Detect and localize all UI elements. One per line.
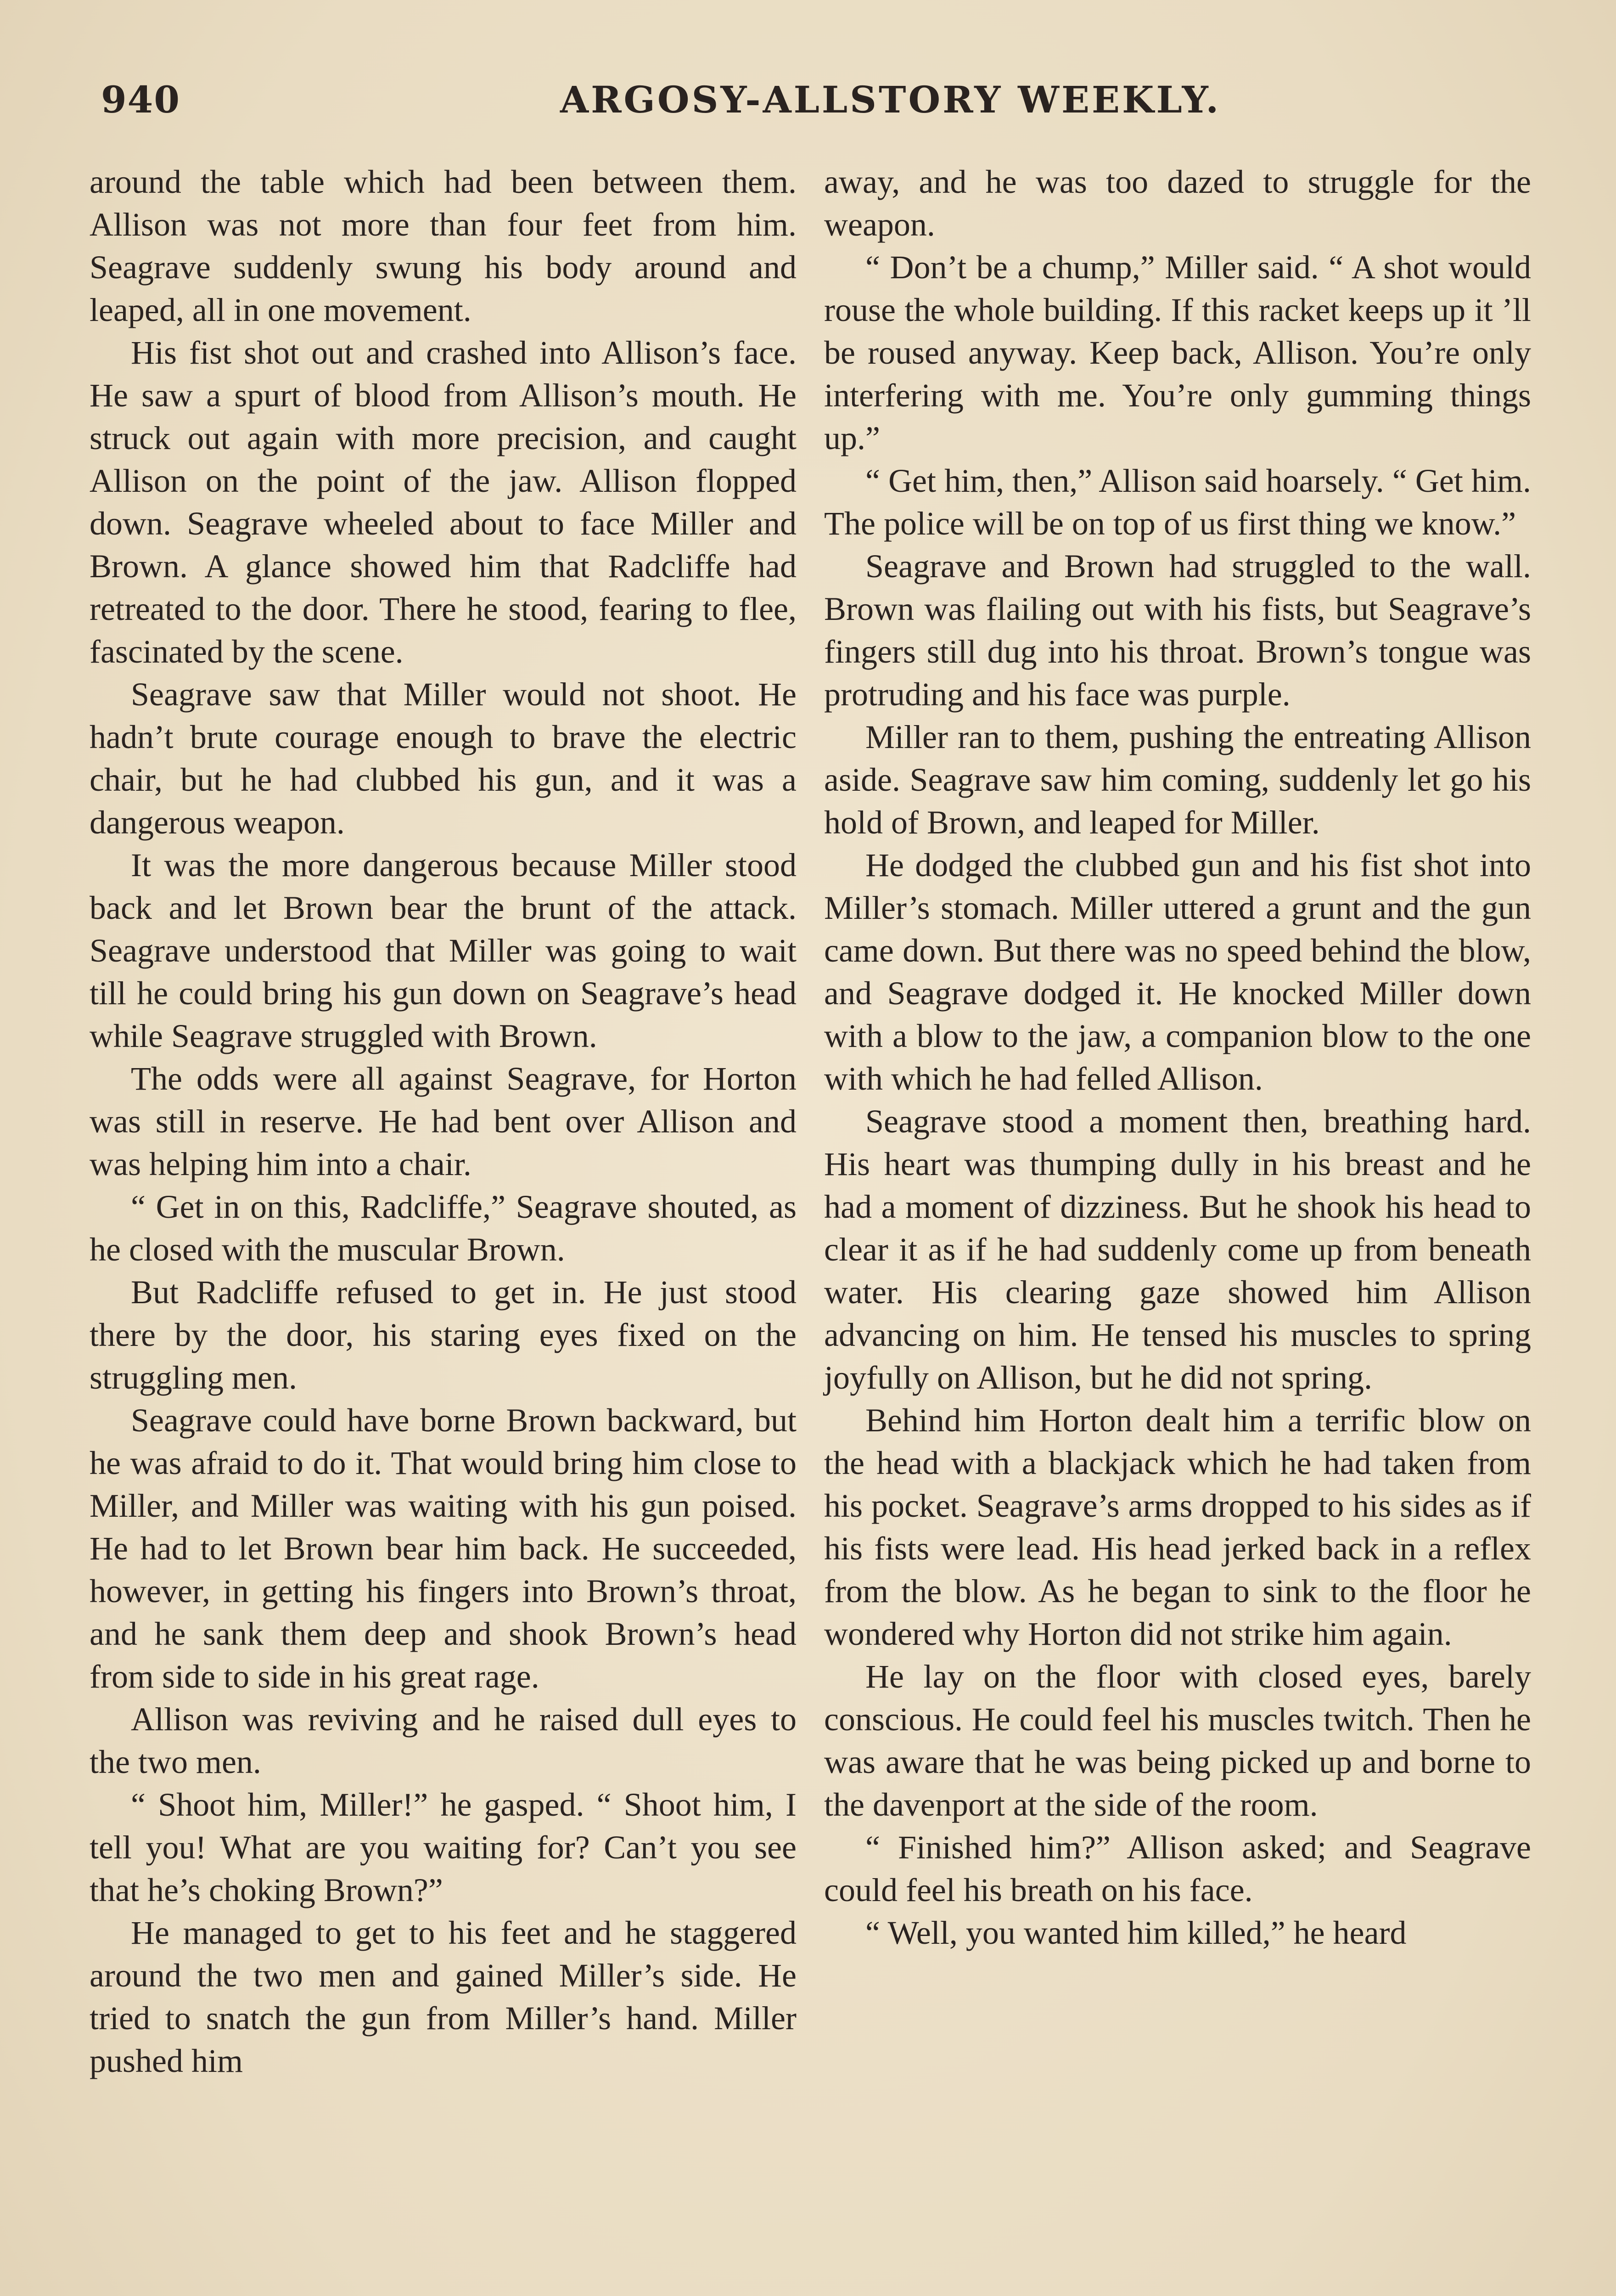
paragraph: It was the more dangerous because Miller stood back and let Brown bear the brunt of the attack. Seagrave understood that Miller was going to wait till he could bring his gun down on Seagrave’s head while Seagrave struggled with Brown. [90,847,797,1054]
paragraph: “ Get him, then,” Allison said hoarsely. “ Get him. The police will be on top of us first thing we know.” [824,462,1531,542]
paragraph: “ Don’t be a chump,” Miller said. “ A shot would rouse the whole building. If this racket keeps up it ’ll be roused anyway. Keep back, Allison. You’re only interfering with me. You’re only gumming things up.” [824,249,1531,456]
paragraph: His fist shot out and crashed into Allison’s face. He saw a spurt of blood from Allison’s mouth. He struck out again with more precision, and caught Allison on the point of the jaw. Allison flopped down. Seagrave wheeled about to face Miller and Brown. A glance showed him that Radcliffe had retreated to the door. There he stood, fearing to flee, fascinated by the scene. [90,334,797,670]
paragraph: Seagrave could have borne Brown backward, but he was afraid to do it. That would bring him close to Miller, and Miller was waiting with his gun poised. He had to let Brown bear him back. He succeeded, however, in getting his fingers into Brown’s throat, and he sank them deep and shook Brown’s head from side to side in his great rage. [90,1402,797,1695]
paragraph: He lay on the floor with closed eyes, barely conscious. He could feel his muscles twitch. Then he was aware that he was being picked up and borne to the davenport at the side of the room. [824,1658,1531,1823]
paragraph: around the table which had been between them. Allison was not more than four feet from him. Seagrave suddenly swung his body around and leaped, all in one movement. [90,163,797,328]
paragraph: The odds were all against Seagrave, for Horton was still in reserve. He had bent over Allison and was helping him into a chair. [90,1060,797,1182]
paragraph: Seagrave stood a moment then, breathing hard. His heart was thumping dully in his breast and he had a moment of dizziness. But he shook his head to clear it as if he had suddenly come up from beneath water. His clearing gaze showed him Allison advancing on him. He tensed his muscles to spring joyfully on Allison, but he did not spring. [824,1103,1531,1396]
paragraph: “ Well, you wanted him killed,” he heard [865,1914,1407,1951]
paragraph: He dodged the clubbed gun and his fist shot into Miller’s stomach. Miller uttered a grunt and the gun came down. But there was no speed behind the blow, and Seagrave dodged it. He knocked Miller down with a blow to the jaw, a companion blow to the one with which he had felled Allison. [824,847,1531,1097]
paragraph: Allison was reviving and he raised dull eyes to the two men. [90,1701,797,1780]
left-column [90,161,797,2082]
paragraph: Seagrave saw that Miller would not shoot. He hadn’t brute courage enough to brave the electric chair, but he had clubbed his gun, and it was a dangerous weapon. [90,676,797,841]
paragraph: “ Get in on this, Radcliffe,” Seagrave shouted, as he closed with the muscular Brown. [90,1188,797,1268]
paragraph: Behind him Horton dealt him a terrific blow on the head with a blackjack which he had taken from his pocket. Seagrave’s arms dropped to his sides as if his fists were lead. His head jerked back in a reflex from the blow. As he began to sink to the floor he wondered why Horton did not strike him again. [824,1402,1531,1652]
running-title: ARGOSY-ALLSTORY WEEKLY. [560,78,1221,121]
paragraph: He managed to get to his feet and he staggered around the two men and gained Miller’s side. He tried to snatch the gun from Miller’s hand. Miller pushed him [90,1914,797,2079]
right-column [824,161,1531,1954]
paragraph: “ Finished him?” Allison asked; and Seagrave could feel his breath on his face. [824,1829,1531,1908]
paragraph: But Radcliffe refused to get in. He just stood there by the door, his staring eyes fixed on the struggling men. [90,1274,797,1396]
paragraph: away, and he was too dazed to struggle for the weapon. [824,163,1531,243]
paragraph: Seagrave and Brown had struggled to the wall. Brown was flailing out with his fists, but Seagrave’s fingers still dug into his throat. Brown’s tongue was protruding and his face was purple. [824,548,1531,713]
page-header [101,69,1543,129]
paragraph: “ Shoot him, Miller!” he gasped. “ Shoot him, I tell you! What are you waiting for? Can’t you see that he’s choking Brown?” [90,1786,797,1908]
paragraph: Miller ran to them, pushing the entreating Allison aside. Seagrave saw him coming, suddenly let go his hold of Brown, and leaped for Miller. [824,719,1531,841]
page-number: 940 [101,78,180,121]
